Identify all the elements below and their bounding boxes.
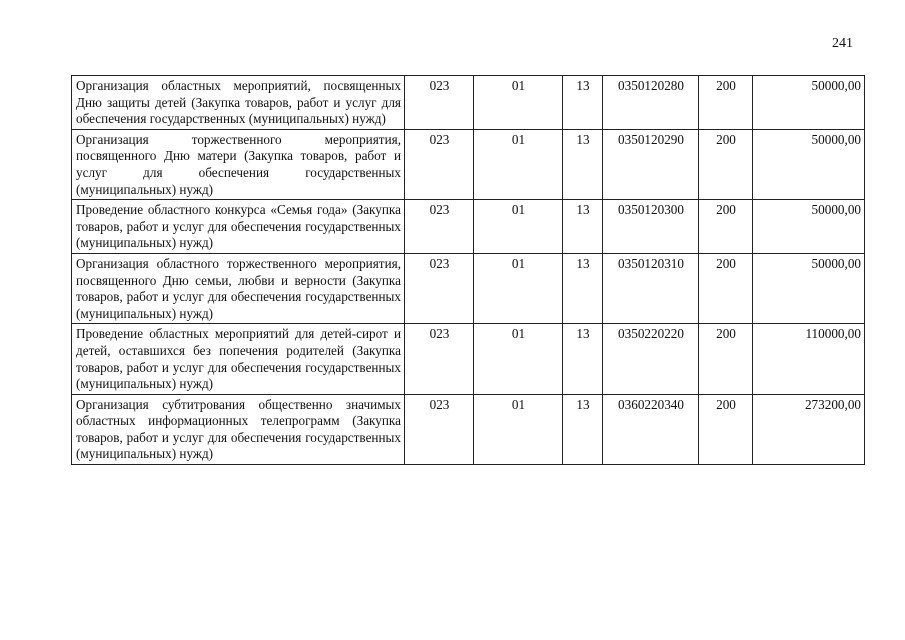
target-article-code: 0350220220 xyxy=(603,324,699,394)
row-description: Организация областных мероприятий, посвященных Дню защиты детей (Закупка товаров, работ и услуг для обеспечения государственных (муниципальных) нужд) xyxy=(72,76,405,130)
section-code: 01 xyxy=(474,394,563,464)
amount: 50000,00 xyxy=(753,253,865,323)
row-description: Организация торжественного мероприятия, посвященного Дню матери (Закупка товаров, работ и услуг для обеспечения государственных (муниципальных) нужд) xyxy=(72,129,405,199)
table-row xyxy=(72,324,865,394)
expense-type-code: 200 xyxy=(699,324,753,394)
ministry-code: 023 xyxy=(405,129,474,199)
target-article-code: 0350120310 xyxy=(603,253,699,323)
table-row xyxy=(72,200,865,254)
expense-type-code: 200 xyxy=(699,129,753,199)
table-row xyxy=(72,253,865,323)
target-article-code: 0350120280 xyxy=(603,76,699,130)
table-row xyxy=(72,129,865,199)
row-description: Проведение областных мероприятий для детей-сирот и детей, оставшихся без попечения родителей (Закупка товаров, работ и услуг для обеспечения государственных (муниципальных) нужд) xyxy=(72,324,405,394)
ministry-code: 023 xyxy=(405,200,474,254)
section-code: 01 xyxy=(474,200,563,254)
expense-type-code: 200 xyxy=(699,394,753,464)
expense-type-code: 200 xyxy=(699,253,753,323)
target-article-code: 0360220340 xyxy=(603,394,699,464)
budget-table xyxy=(71,75,865,465)
target-article-code: 0350120300 xyxy=(603,200,699,254)
amount: 50000,00 xyxy=(753,76,865,130)
ministry-code: 023 xyxy=(405,76,474,130)
table-row xyxy=(72,76,865,130)
row-description: Проведение областного конкурса «Семья года» (Закупка товаров, работ и услуг для обеспечения государственных (муниципальных) нужд) xyxy=(72,200,405,254)
amount: 273200,00 xyxy=(753,394,865,464)
amount: 50000,00 xyxy=(753,129,865,199)
row-description: Организация субтитрования общественно значимых областных информационных телепрограмм (Закупка товаров, работ и услуг для обеспечения государственных (муниципальных) нужд) xyxy=(72,394,405,464)
amount: 110000,00 xyxy=(753,324,865,394)
section-code: 01 xyxy=(474,253,563,323)
expense-type-code: 200 xyxy=(699,76,753,130)
expense-type-code: 200 xyxy=(699,200,753,254)
page-number: 241 xyxy=(832,36,853,51)
ministry-code: 023 xyxy=(405,394,474,464)
section-code: 01 xyxy=(474,76,563,130)
amount: 50000,00 xyxy=(753,200,865,254)
subsection-code: 13 xyxy=(563,200,603,254)
ministry-code: 023 xyxy=(405,324,474,394)
subsection-code: 13 xyxy=(563,394,603,464)
subsection-code: 13 xyxy=(563,129,603,199)
table-row xyxy=(72,394,865,464)
subsection-code: 13 xyxy=(563,76,603,130)
subsection-code: 13 xyxy=(563,324,603,394)
subsection-code: 13 xyxy=(563,253,603,323)
target-article-code: 0350120290 xyxy=(603,129,699,199)
section-code: 01 xyxy=(474,129,563,199)
section-code: 01 xyxy=(474,324,563,394)
ministry-code: 023 xyxy=(405,253,474,323)
row-description: Организация областного торжественного мероприятия, посвященного Дню семьи, любви и верности (Закупка товаров, работ и услуг для обеспечения государственных (муниципальных) нужд) xyxy=(72,253,405,323)
